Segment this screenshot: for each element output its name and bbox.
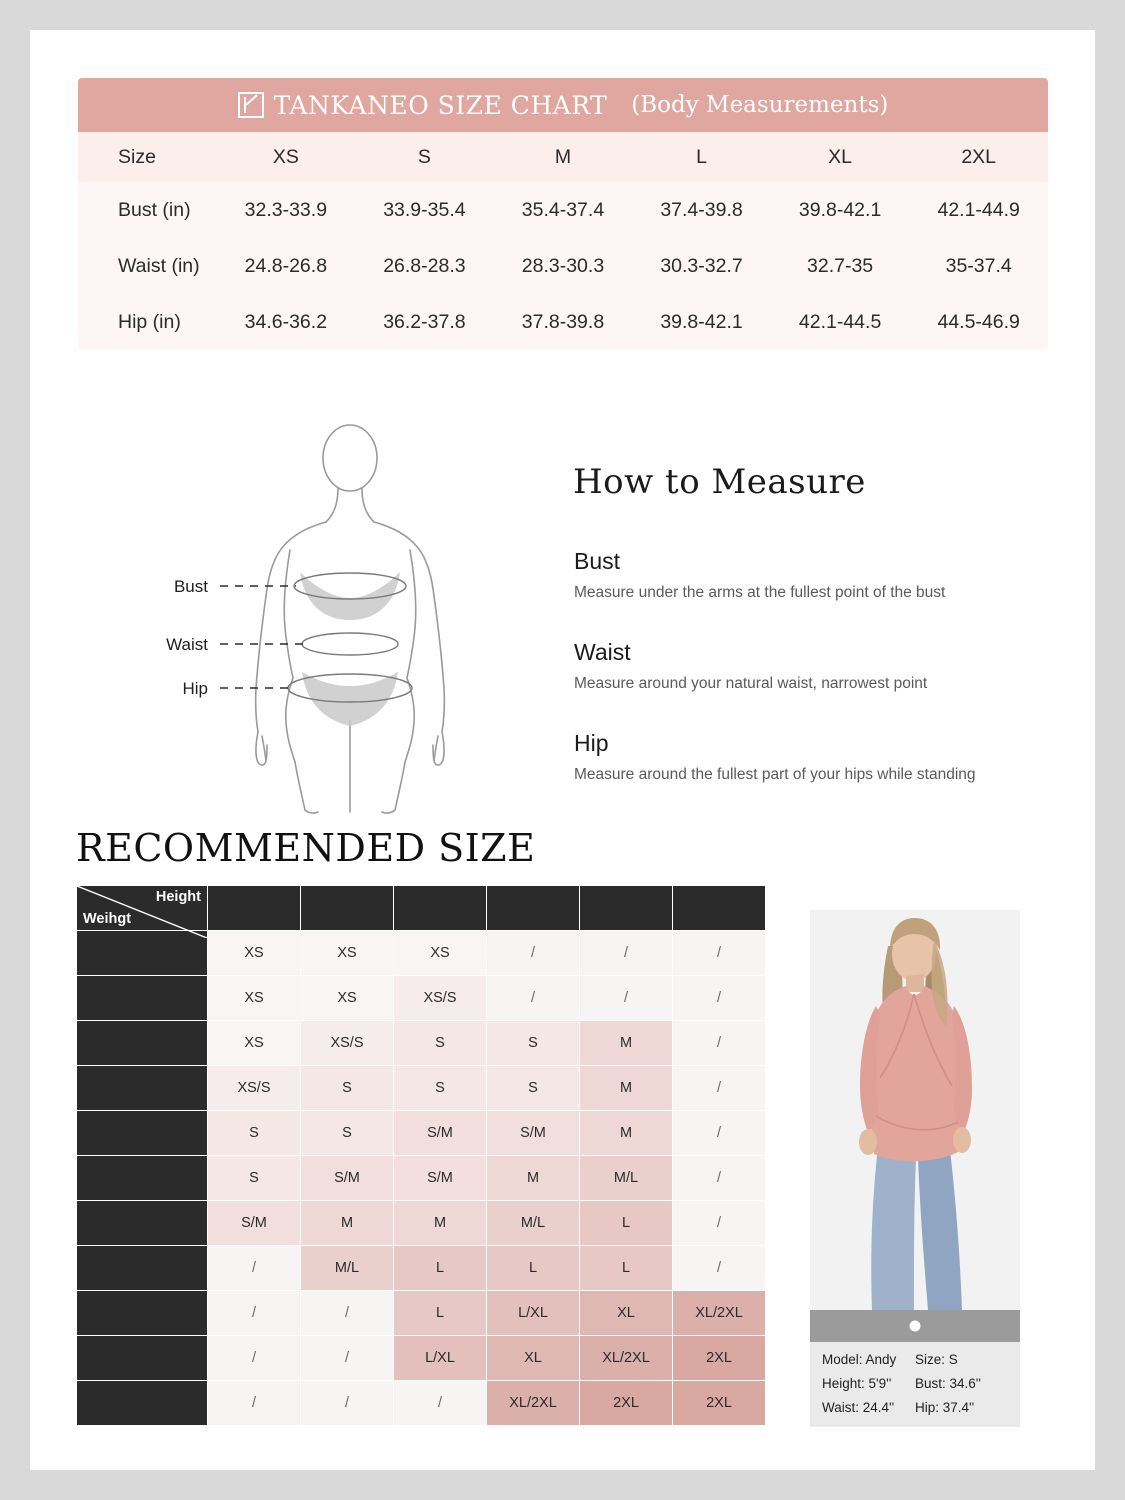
- cell: 33.9-35.4: [383, 198, 466, 221]
- rec-cell: L: [580, 1246, 673, 1291]
- rec-row-weight: 125-130 lb: [77, 1156, 208, 1201]
- rec-col-height-3: 5'3"-5'5": [394, 886, 487, 931]
- rec-col-height-4: 5'5"-5'7": [487, 886, 580, 931]
- model-bust: Bust: 34.6'': [915, 1376, 981, 1391]
- col-xl: XL: [828, 145, 853, 168]
- rec-cell: L: [394, 1291, 487, 1336]
- cell: 37.4-39.8: [660, 198, 743, 221]
- rec-cell: /: [673, 931, 766, 976]
- rec-row-weight: 145-150 lb: [77, 1336, 208, 1381]
- female-body-diagram-icon: [138, 420, 558, 815]
- row-label-bust: Bust (in): [118, 198, 191, 221]
- col-s: S: [417, 145, 431, 168]
- rec-cell: 2XL: [673, 1336, 766, 1381]
- measure-item-desc: Measure under the arms at the fullest point of the bust: [574, 584, 946, 601]
- model-card: [810, 910, 1020, 1427]
- rec-row-weight: 120-125 lb: [77, 1111, 208, 1156]
- col-l: L: [696, 145, 707, 168]
- figure-label-waist: Waist: [166, 635, 208, 654]
- rec-cell: /: [673, 976, 766, 1021]
- rec-row-weight: 150-155 lb: [77, 1381, 208, 1426]
- rec-col-height-5: 5'7"-5'9": [580, 886, 673, 931]
- measure-item-hip: [574, 730, 1044, 785]
- hanger-knob-icon: [910, 1321, 921, 1332]
- rec-cell: S/M: [208, 1201, 301, 1246]
- rec-cell: /: [673, 1066, 766, 1111]
- figure-label-bust: Bust: [173, 577, 208, 596]
- rec-cell: /: [208, 1246, 301, 1291]
- rec-row-weight: 100-105 lb: [77, 931, 208, 976]
- rec-cell: M: [580, 1111, 673, 1156]
- rec-cell: /: [487, 976, 580, 1021]
- cell: 26.8-28.3: [383, 254, 466, 277]
- rec-cell: /: [673, 1201, 766, 1246]
- size-chart-subtitle: (Body Measurements): [631, 92, 889, 118]
- measure-item-desc: Measure around your natural waist, narrowest point: [574, 675, 928, 692]
- rec-cell: 2XL: [673, 1381, 766, 1426]
- rec-cell: /: [301, 1291, 394, 1336]
- table-row: [77, 1336, 766, 1381]
- model-name: Model: Andy: [822, 1352, 897, 1367]
- rec-cell: XL/2XL: [487, 1381, 580, 1426]
- measurement-figure: [138, 420, 558, 815]
- recommended-size-title: RECOMMENDED SIZE: [76, 826, 536, 870]
- table-row: [77, 1246, 766, 1291]
- table-row: [77, 1066, 766, 1111]
- how-to-measure-section: [78, 420, 1048, 820]
- rec-cell: XS: [208, 976, 301, 1021]
- model-size: Size: S: [915, 1352, 958, 1367]
- rec-cell: M/L: [580, 1156, 673, 1201]
- rec-cell: M: [394, 1201, 487, 1246]
- rec-cell: /: [394, 1381, 487, 1426]
- cell: 34.6-36.2: [244, 310, 328, 333]
- rec-cell: /: [208, 1381, 301, 1426]
- rec-row-weight: 135-140 lb: [77, 1246, 208, 1291]
- rec-cell: /: [301, 1336, 394, 1381]
- rec-cell: /: [673, 1111, 766, 1156]
- rec-row-weight: 110-115 lb: [77, 1021, 208, 1066]
- size-guide-page: [30, 30, 1095, 1470]
- table-row-hip: [78, 294, 1048, 350]
- rec-col-height-1: 4'11"-5'1": [208, 886, 301, 931]
- cell: 35.4-37.4: [521, 198, 605, 221]
- table-row: [77, 1201, 766, 1246]
- rec-col-height-2: 5'1"-5'3": [301, 886, 394, 931]
- measure-item-bust: [574, 548, 1044, 603]
- table-row: [77, 1021, 766, 1066]
- rec-cell: L/XL: [487, 1291, 580, 1336]
- rec-cell: L: [580, 1201, 673, 1246]
- rec-cell: S: [301, 1066, 394, 1111]
- cell: 24.8-26.8: [244, 254, 328, 277]
- table-row: [77, 976, 766, 1021]
- rec-cell: XL/2XL: [580, 1336, 673, 1381]
- cell: 35-37.4: [945, 254, 1012, 277]
- col-xs: XS: [272, 145, 299, 168]
- rec-cell: S: [208, 1111, 301, 1156]
- table-row: [77, 1156, 766, 1201]
- rec-header-row: [77, 886, 766, 931]
- rec-cell: M: [580, 1021, 673, 1066]
- cell: 36.2-37.8: [383, 310, 466, 333]
- body-measurements-table: [78, 132, 1048, 350]
- measure-item-heading: Hip: [574, 730, 609, 756]
- corner-weight-label: Weihgt: [83, 911, 132, 927]
- rec-cell: XS/S: [394, 976, 487, 1021]
- table-header-row: [78, 132, 1048, 182]
- rec-cell: M/L: [487, 1201, 580, 1246]
- measure-item-heading: Waist: [574, 639, 631, 665]
- recommended-size-table: [76, 885, 766, 1426]
- measure-item-heading: Bust: [574, 548, 621, 574]
- model-hip: Hip: 37.4'': [915, 1400, 975, 1415]
- measure-item-waist: [574, 639, 1044, 694]
- rec-row-weight: 130-135 lb: [77, 1201, 208, 1246]
- rec-cell: XL: [580, 1291, 673, 1336]
- rec-cell: /: [580, 976, 673, 1021]
- rec-cell: /: [673, 1021, 766, 1066]
- cell: 32.3-33.9: [244, 198, 328, 221]
- rec-cell: XS/S: [208, 1066, 301, 1111]
- brand-title: TANKANEO SIZE CHART: [273, 90, 608, 120]
- table-row: [77, 1111, 766, 1156]
- model-height: Height: 5'9'': [822, 1376, 892, 1391]
- rec-cell: M: [580, 1066, 673, 1111]
- rec-row-weight: 105-110 lb: [77, 976, 208, 1021]
- rec-cell: S: [208, 1156, 301, 1201]
- row-label-waist: Waist (in): [118, 254, 200, 277]
- rec-cell: M: [301, 1201, 394, 1246]
- model-info-panel: [810, 1342, 1020, 1427]
- rec-cell: XS: [208, 931, 301, 976]
- rec-cell: S: [487, 1066, 580, 1111]
- rec-cell: S: [394, 1021, 487, 1066]
- cell: 44.5-46.9: [937, 310, 1020, 333]
- table-row: [77, 1381, 766, 1426]
- rec-col-height-6: 5'9"-5'11": [673, 886, 766, 931]
- rec-cell: /: [673, 1156, 766, 1201]
- rec-cell: /: [487, 931, 580, 976]
- rec-cell: XL/2XL: [673, 1291, 766, 1336]
- rec-cell: /: [673, 1246, 766, 1291]
- rec-cell: XS: [394, 931, 487, 976]
- model-photo: [810, 910, 1020, 1310]
- rec-cell: S: [301, 1111, 394, 1156]
- cell: 39.8-42.1: [660, 310, 743, 333]
- row-label-hip: Hip (in): [118, 310, 181, 333]
- cell: 42.1-44.9: [937, 198, 1020, 221]
- figure-label-hip: Hip: [182, 679, 208, 698]
- cell: 37.8-39.8: [521, 310, 605, 333]
- model-waist: Waist: 24.4'': [822, 1400, 895, 1415]
- size-chart-header: [78, 78, 1048, 132]
- rec-cell: /: [301, 1381, 394, 1426]
- cell: 42.1-44.5: [798, 310, 882, 333]
- rec-cell: S/M: [301, 1156, 394, 1201]
- rec-cell: XS: [301, 931, 394, 976]
- rec-cell: XL: [487, 1336, 580, 1381]
- recommended-size-table-wrap: [76, 885, 766, 1426]
- rec-cell: M: [487, 1156, 580, 1201]
- rec-row-weight: 115-120 lb: [77, 1066, 208, 1111]
- rec-corner-cell: [77, 886, 208, 931]
- rec-cell: XS: [301, 976, 394, 1021]
- cell: 30.3-32.7: [660, 254, 743, 277]
- rec-cell: XS: [208, 1021, 301, 1066]
- model-card-hanger-bar: [810, 1310, 1020, 1342]
- cell: 39.8-42.1: [798, 198, 882, 221]
- rec-cell: L: [394, 1246, 487, 1291]
- rec-cell: /: [208, 1336, 301, 1381]
- rec-cell: S/M: [394, 1156, 487, 1201]
- rec-cell: 2XL: [580, 1381, 673, 1426]
- col-size: Size: [118, 145, 156, 168]
- rec-cell: M/L: [301, 1246, 394, 1291]
- rec-cell: S: [487, 1021, 580, 1066]
- rec-cell: /: [208, 1291, 301, 1336]
- rec-row-weight: 140-145 lb: [77, 1291, 208, 1336]
- table-row-bust: [78, 182, 1048, 238]
- model-wearing-top-image: [810, 910, 1020, 1310]
- cell: 32.7-35: [807, 254, 874, 277]
- brand-logo-icon: [238, 92, 264, 118]
- table-row: [77, 1291, 766, 1336]
- table-row-waist: [78, 238, 1048, 294]
- rec-cell: L: [487, 1246, 580, 1291]
- col-2xl: 2XL: [961, 145, 997, 168]
- rec-cell: XS/S: [301, 1021, 394, 1066]
- size-chart-panel: [78, 78, 1048, 350]
- cell: 28.3-30.3: [521, 254, 605, 277]
- rec-cell: S/M: [487, 1111, 580, 1156]
- how-to-measure-title: How to Measure: [573, 462, 866, 502]
- rec-cell: /: [580, 931, 673, 976]
- rec-cell: L/XL: [394, 1336, 487, 1381]
- rec-cell: S: [394, 1066, 487, 1111]
- measure-item-desc: Measure around the fullest part of your hips while standing: [574, 766, 976, 783]
- corner-height-label: Height: [155, 889, 201, 905]
- col-m: M: [554, 145, 572, 168]
- rec-cell: S/M: [394, 1111, 487, 1156]
